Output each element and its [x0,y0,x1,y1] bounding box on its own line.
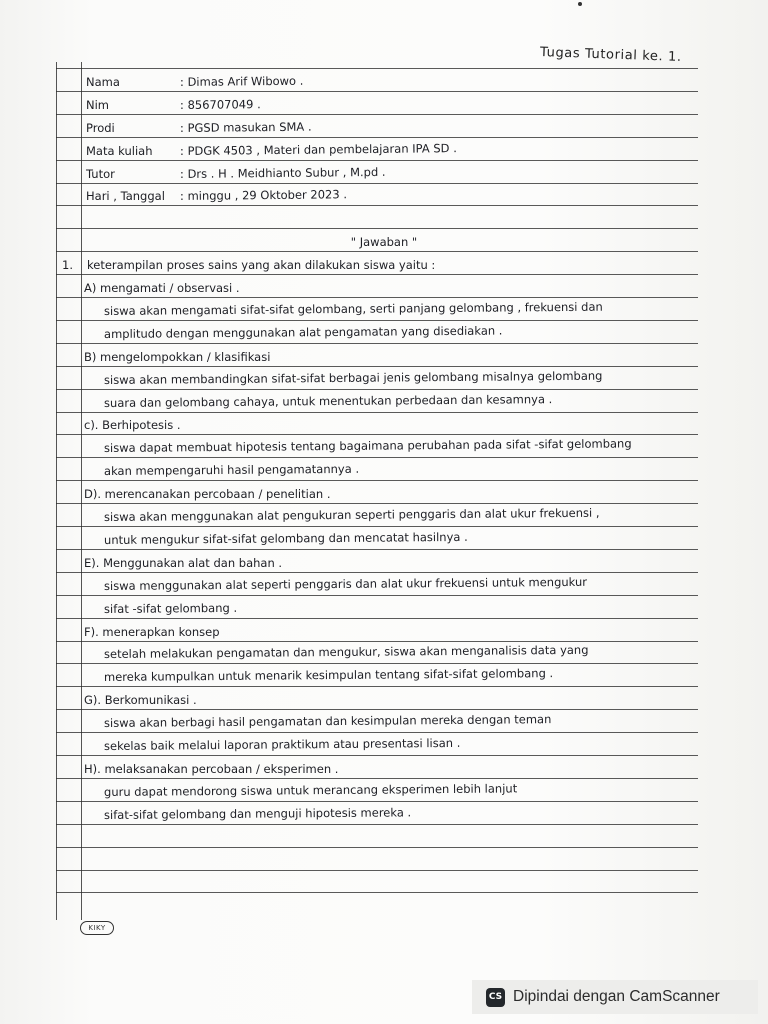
text-line [56,117,698,139]
item-text: siswa akan berbagi hasil pengamatan dan kesimpulan mereka dengan teman [103,712,552,731]
item-text: siswa akan menggunakan alat pengukuran seperti penggaris dan alat ukur frekuensi , [103,505,600,524]
lined-sheet [56,62,698,920]
item-text: amplitudo dengan menggunakan alat pengamatan yang disediakan . [103,323,503,341]
item-text: guru dapat mendorong siswa untuk merancang eksperimen lebih lanjut [103,781,518,799]
text-line [56,758,698,780]
text-line [56,163,698,185]
scanner-text: Dipindai dengan CamScanner [513,988,720,1005]
text-line [56,666,698,688]
item-text: siswa menggunakan alat seperti penggaris dan alat ukur frekuensi untuk mengukur [103,574,588,593]
header-value: : PGSD masukan SMA . [179,119,312,135]
header-label: Hari , Tanggal [86,189,165,204]
text-line [56,552,698,574]
item-text: akan mempengaruhi hasil pengamatannya . [103,461,360,479]
header-label: Prodi [86,120,115,135]
item-text: untuk mengukur sifat-sifat gelombang dan mencatat hasilnya . [103,529,468,547]
item-text: sekelas baik melalui laporan praktikum atau presentasi lisan . [103,735,461,753]
text-line [56,621,698,643]
text-line [56,506,698,528]
text-line [56,300,698,322]
item-text: sifat-sifat gelombang dan menguji hipotesis mereka . [103,805,412,822]
item-text: mereka kumpulkan untuk menarik kesimpulan tentang sifat-sifat gelombang . [103,666,554,685]
item-text: suara dan gelombang cahaya, untuk menentukan perbedaan dan kesamnya . [103,391,553,410]
ruled-line [56,847,698,848]
text-line [56,392,698,414]
text-line [56,94,698,116]
text-line [56,323,698,345]
scanner-badge [472,980,758,1014]
header-label: Mata kuliah [86,143,153,158]
item-text: siswa dapat membuat hipotesis tentang bagaimana perubahan pada sifat -sifat gelombang [103,436,632,456]
question-intro: keterampilan proses sains yang akan dilakukan siswa yaitu : [87,258,436,273]
header-value: : minggu , 29 Oktober 2023 . [179,187,348,204]
header-value: : 856707049 . [179,96,261,112]
text-line [56,460,698,482]
ruled-line [56,870,698,871]
header-value: : Dimas Arif Wibowo . [179,73,304,89]
top-note: Tugas Tutorial ke. 1. [539,45,682,65]
header-value: : Drs . H . Meidhianto Subur , M.pd . [179,164,386,181]
item-heading: G). Berkomunikasi . [84,693,197,708]
header-label: Nama [86,74,120,89]
text-line [56,575,698,597]
brand-logo: KIKY [80,921,114,935]
camscanner-icon: CS [486,988,505,1007]
item-heading: E). Menggunakan alat dan bahan . [84,555,283,570]
item-heading: c). Berhipotesis . [84,418,181,433]
question-number: 1. [62,258,73,273]
text-line [56,712,698,734]
item-heading: A) mengamati / observasi . [84,281,240,295]
text-line [56,369,698,391]
ruled-line [56,68,698,69]
ruled-line [56,892,698,893]
item-heading: B) mengelompokkan / klasifikasi [84,349,271,364]
text-line [56,185,698,207]
item-heading: H). melaksanakan percobaan / eksperimen . [84,761,339,776]
item-heading: F). menerapkan konsep [84,624,220,639]
text-line [56,437,698,459]
header-value: : PDGK 4503 , Materi dan pembelajaran IPA SD . [179,140,457,158]
item-heading: D). merencanakan percobaan / penelitian . [84,487,331,502]
text-line [56,71,698,93]
item-text: sifat -sifat gelombang . [103,600,238,616]
text-line [56,804,698,826]
header-label: Tutor [86,166,115,181]
text-line [56,643,698,665]
answer-title-row [56,231,698,253]
answer-title: " Jawaban " [350,235,418,250]
header-label: Nim [86,97,109,112]
text-line [56,254,698,276]
item-text: setelah melakukan pengamatan dan mengukur, siswa akan menganalisis data yang [103,643,589,662]
text-line [56,598,698,620]
ruled-line [56,228,698,229]
item-text: siswa akan mengamati sifat-sifat gelombang, serti panjang gelombang , frekuensi dan [103,299,603,318]
text-line [56,689,698,711]
text-line [56,483,698,505]
ink-dot [578,2,582,6]
item-text: siswa akan membandingkan sifat-sifat berbagai jenis gelombang misalnya gelombang [103,368,603,387]
text-line [56,781,698,803]
text-line [56,529,698,551]
text-line [56,140,698,162]
text-line [56,735,698,757]
